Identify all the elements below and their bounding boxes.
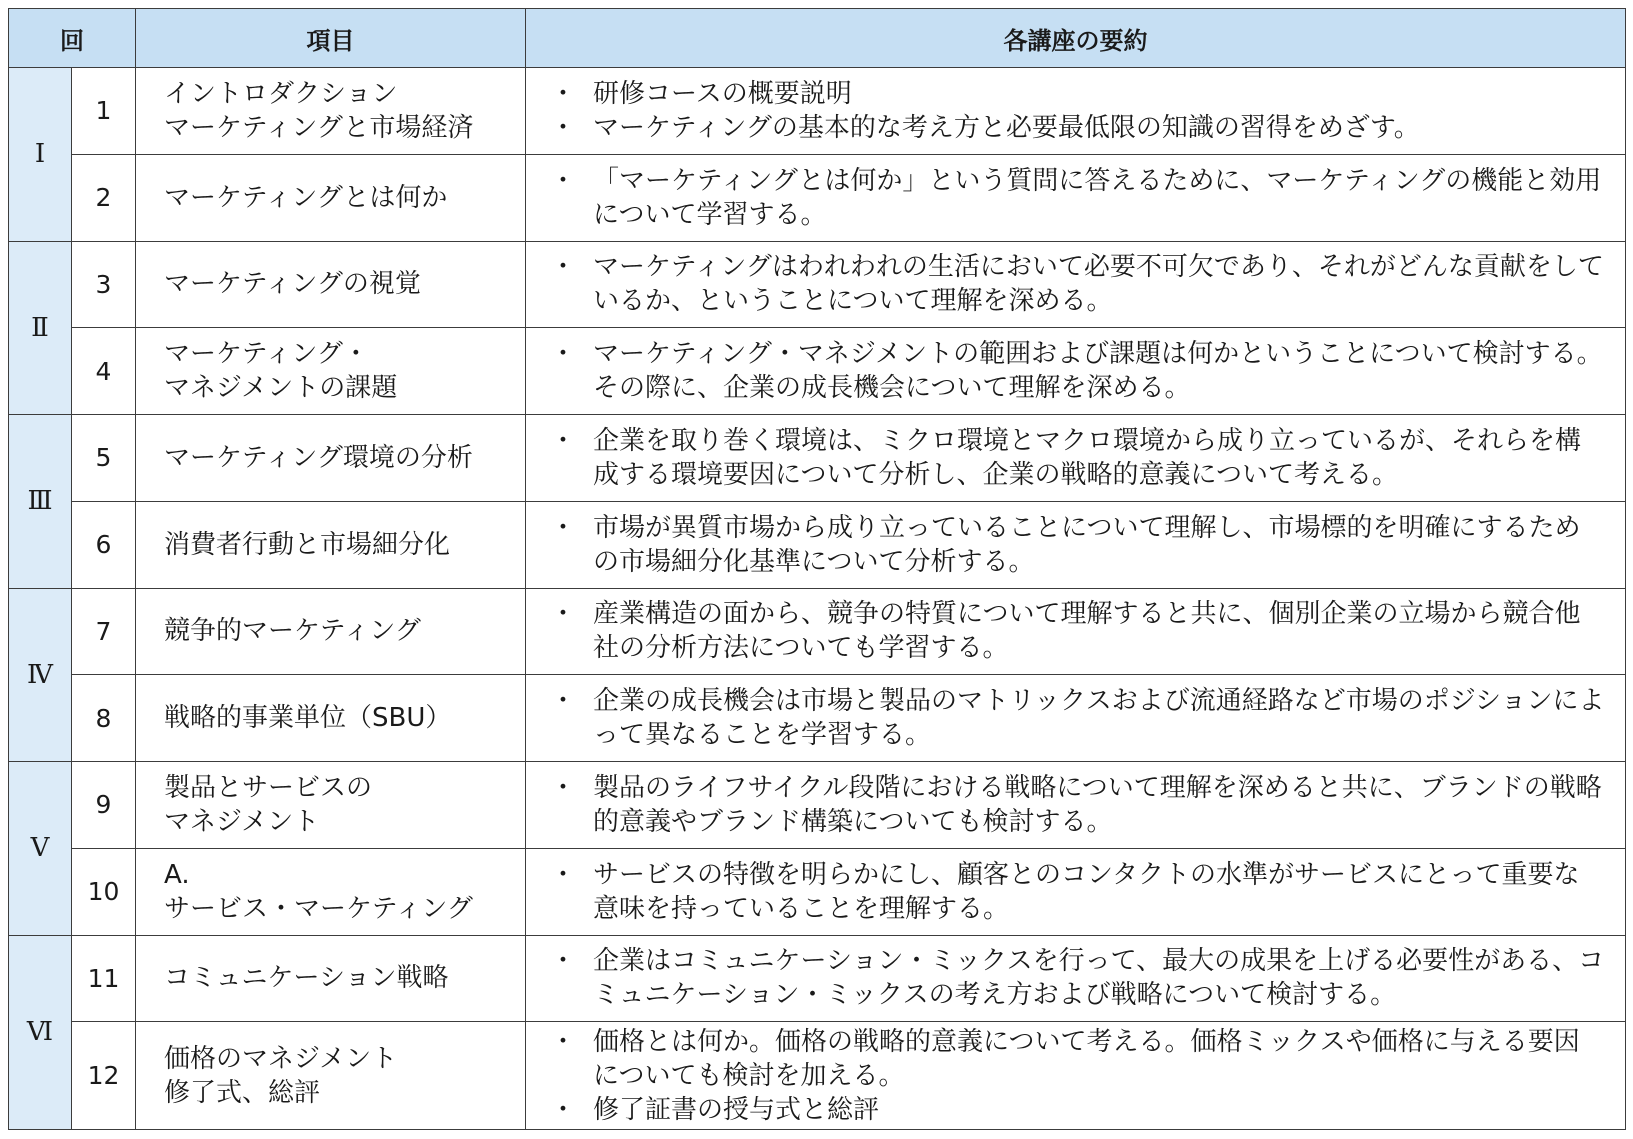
session-number: 11: [72, 935, 136, 1022]
table-row: [9, 154, 1626, 241]
header-row: [9, 9, 1626, 68]
summary-bullet-item: [550, 684, 1605, 752]
table-row: [9, 935, 1626, 1022]
part-label: Ⅴ: [9, 762, 72, 936]
session-number: 12: [72, 1022, 136, 1130]
table-row: [9, 848, 1626, 935]
summary-list: [550, 337, 1605, 405]
bullet-mark: ・: [550, 78, 577, 109]
session-number: 2: [72, 154, 136, 241]
bullet-mark: ・: [550, 946, 577, 977]
part-label: Ⅲ: [9, 415, 72, 589]
summary-list: [550, 424, 1605, 492]
session-item: [136, 588, 526, 675]
session-item: [136, 241, 526, 328]
session-item: [136, 154, 526, 241]
session-summary: [526, 154, 1626, 241]
session-item-line: サービス・マーケティング: [164, 893, 473, 924]
summary-list: [550, 858, 1605, 926]
session-item: [136, 328, 526, 415]
summary-bullet-item: [550, 164, 1605, 232]
session-item-line: 製品とサービスの: [164, 772, 373, 803]
session-summary: [526, 588, 1626, 675]
session-item: [136, 415, 526, 502]
part-label: Ⅱ: [9, 241, 72, 415]
bullet-mark: ・: [550, 165, 577, 196]
table-row: [9, 1022, 1626, 1130]
summary-bullet-item: [550, 337, 1605, 405]
summary-list: [550, 684, 1605, 752]
summary-list: [550, 77, 1605, 145]
session-item-line: イントロダクション: [164, 78, 398, 109]
summary-list: [550, 250, 1605, 318]
session-summary: [526, 241, 1626, 328]
bullet-mark: ・: [550, 1026, 577, 1057]
summary-bullet-item: [550, 771, 1605, 839]
summary-bullet-item: [550, 250, 1605, 318]
bullet-mark: ・: [550, 425, 577, 456]
summary-list: [550, 771, 1605, 839]
summary-bullet-item: [550, 858, 1605, 926]
summary-bullet-item: [550, 597, 1605, 665]
session-number: 3: [72, 241, 136, 328]
bullet-mark: ・: [550, 772, 577, 803]
session-summary: [526, 762, 1626, 849]
session-summary: [526, 1022, 1626, 1130]
table-row: [9, 241, 1626, 328]
session-number: 4: [72, 328, 136, 415]
table-row: [9, 328, 1626, 415]
session-number: 8: [72, 675, 136, 762]
session-item-line: マネジメント: [164, 806, 320, 837]
table-row: [9, 762, 1626, 849]
session-item-line: 修了式、総評: [164, 1077, 321, 1108]
bullet-mark: ・: [550, 686, 577, 717]
session-item-line: マーケティングと市場経済: [164, 112, 474, 143]
summary-text: マーケティングはわれわれの生活において必要不可欠であり、それがどんな貢献をしているか、ということについて理解を深める。: [593, 252, 1604, 317]
summary-text: 価格とは何か。価格の戦略的意義について考える。価格ミックスや価格に与える要因についても検討を加える。: [593, 1026, 1580, 1091]
bullet-mark: ・: [550, 339, 577, 370]
session-item: [136, 675, 526, 762]
session-item: [136, 68, 526, 155]
summary-bullet-item: [550, 111, 1605, 145]
summary-text: マーケティングの基本的な考え方と必要最低限の知識の習得をめざす。: [593, 112, 1420, 143]
summary-text: 修了証書の授与式と総評: [593, 1094, 880, 1125]
summary-bullet-item: [550, 424, 1605, 492]
session-summary: [526, 848, 1626, 935]
session-number: 1: [72, 68, 136, 155]
header-round: 回: [9, 9, 136, 68]
summary-list: [550, 944, 1605, 1012]
session-item-line: マーケティングとは何か: [164, 182, 448, 213]
session-number: 9: [72, 762, 136, 849]
session-summary: [526, 935, 1626, 1022]
session-number: 6: [72, 501, 136, 588]
summary-list: [550, 511, 1605, 579]
summary-text: 製品のライフサイクル段階における戦略について理解を深めると共に、ブランドの戦略的意義やブランド構築についても検討する。: [593, 772, 1602, 837]
bullet-mark: ・: [550, 112, 577, 143]
session-item-line: 戦略的事業単位（SBU）: [164, 703, 452, 734]
table-body: [9, 68, 1626, 1130]
session-summary: [526, 68, 1626, 155]
bullet-mark: ・: [550, 1094, 577, 1125]
session-summary: [526, 501, 1626, 588]
bullet-mark: ・: [550, 599, 577, 630]
summary-text: 「マーケティングとは何か」という質問に答えるために、マーケティングの機能と効用について学習する。: [593, 165, 1602, 230]
session-item-line: マーケティング環境の分析: [164, 442, 473, 473]
table-row: [9, 68, 1626, 155]
header-summary: 各講座の要約: [526, 9, 1626, 68]
session-item: [136, 762, 526, 849]
session-item: [136, 1022, 526, 1130]
summary-text: サービスの特徴を明らかにし、顧客とのコンタクトの水準がサービスにとって重要な意味を持っていることを理解する。: [593, 859, 1580, 924]
session-number: 7: [72, 588, 136, 675]
part-label: Ⅵ: [9, 935, 72, 1130]
bullet-mark: ・: [550, 859, 577, 890]
summary-bullet-item: [550, 77, 1605, 111]
session-summary: [526, 328, 1626, 415]
bullet-mark: ・: [550, 252, 577, 283]
session-item-line: 消費者行動と市場細分化: [164, 529, 451, 560]
session-item: [136, 935, 526, 1022]
session-item-line: A.: [164, 859, 190, 890]
summary-text: マーケティング・マネジメントの範囲および課題は何かということについて検討する。その際に、企業の成長機会について理解を深める。: [593, 339, 1603, 404]
summary-text: 研修コースの概要説明: [593, 78, 852, 109]
part-label: Ⅰ: [9, 68, 72, 242]
header-item: 項目: [136, 9, 526, 68]
summary-text: 市場が異質市場から成り立っていることについて理解し、市場標的を明確にするための市場細分化基準について分析する。: [593, 512, 1581, 577]
summary-bullet-item: [550, 944, 1605, 1012]
summary-list: [550, 597, 1605, 665]
session-item-line: マネジメントの課題: [164, 373, 398, 404]
session-item-line: マーケティングの視覚: [164, 269, 421, 300]
summary-text: 企業を取り巻く環境は、ミクロ環境とマクロ環境から成り立っているが、それらを構成する環境要因について分析し、企業の戦略的意義について考える。: [593, 425, 1582, 490]
session-number: 10: [72, 848, 136, 935]
session-item: [136, 848, 526, 935]
summary-bullet-item: [550, 1093, 1605, 1127]
session-item-line: 価格のマネジメント: [164, 1043, 398, 1074]
course-schedule-table: [8, 8, 1626, 1130]
session-item-line: コミュニケーション戦略: [164, 963, 449, 994]
table-row: [9, 415, 1626, 502]
summary-bullet-item: [550, 1025, 1605, 1093]
summary-text: 企業はコミュニケーション・ミックスを行って、最大の成果を上げる必要性がある、コミュニケーション・ミックスの考え方および戦略について検討する。: [593, 946, 1605, 1011]
session-summary: [526, 415, 1626, 502]
summary-text: 企業の成長機会は市場と製品のマトリックスおよび流通経路など市場のポジションによって異なることを学習する。: [593, 686, 1605, 751]
part-label: Ⅳ: [9, 588, 72, 762]
table-row: [9, 501, 1626, 588]
session-item: [136, 501, 526, 588]
summary-text: 産業構造の面から、競争の特質について理解すると共に、個別企業の立場から競合他社の分析方法についても学習する。: [593, 599, 1581, 664]
table-row: [9, 588, 1626, 675]
session-item-line: 競争的マーケティング: [164, 616, 421, 647]
session-number: 5: [72, 415, 136, 502]
summary-list: [550, 164, 1605, 232]
table-row: [9, 675, 1626, 762]
summary-list: [550, 1025, 1605, 1127]
session-summary: [526, 675, 1626, 762]
session-item-line: マーケティング・: [164, 339, 369, 370]
summary-bullet-item: [550, 511, 1605, 579]
bullet-mark: ・: [550, 512, 577, 543]
